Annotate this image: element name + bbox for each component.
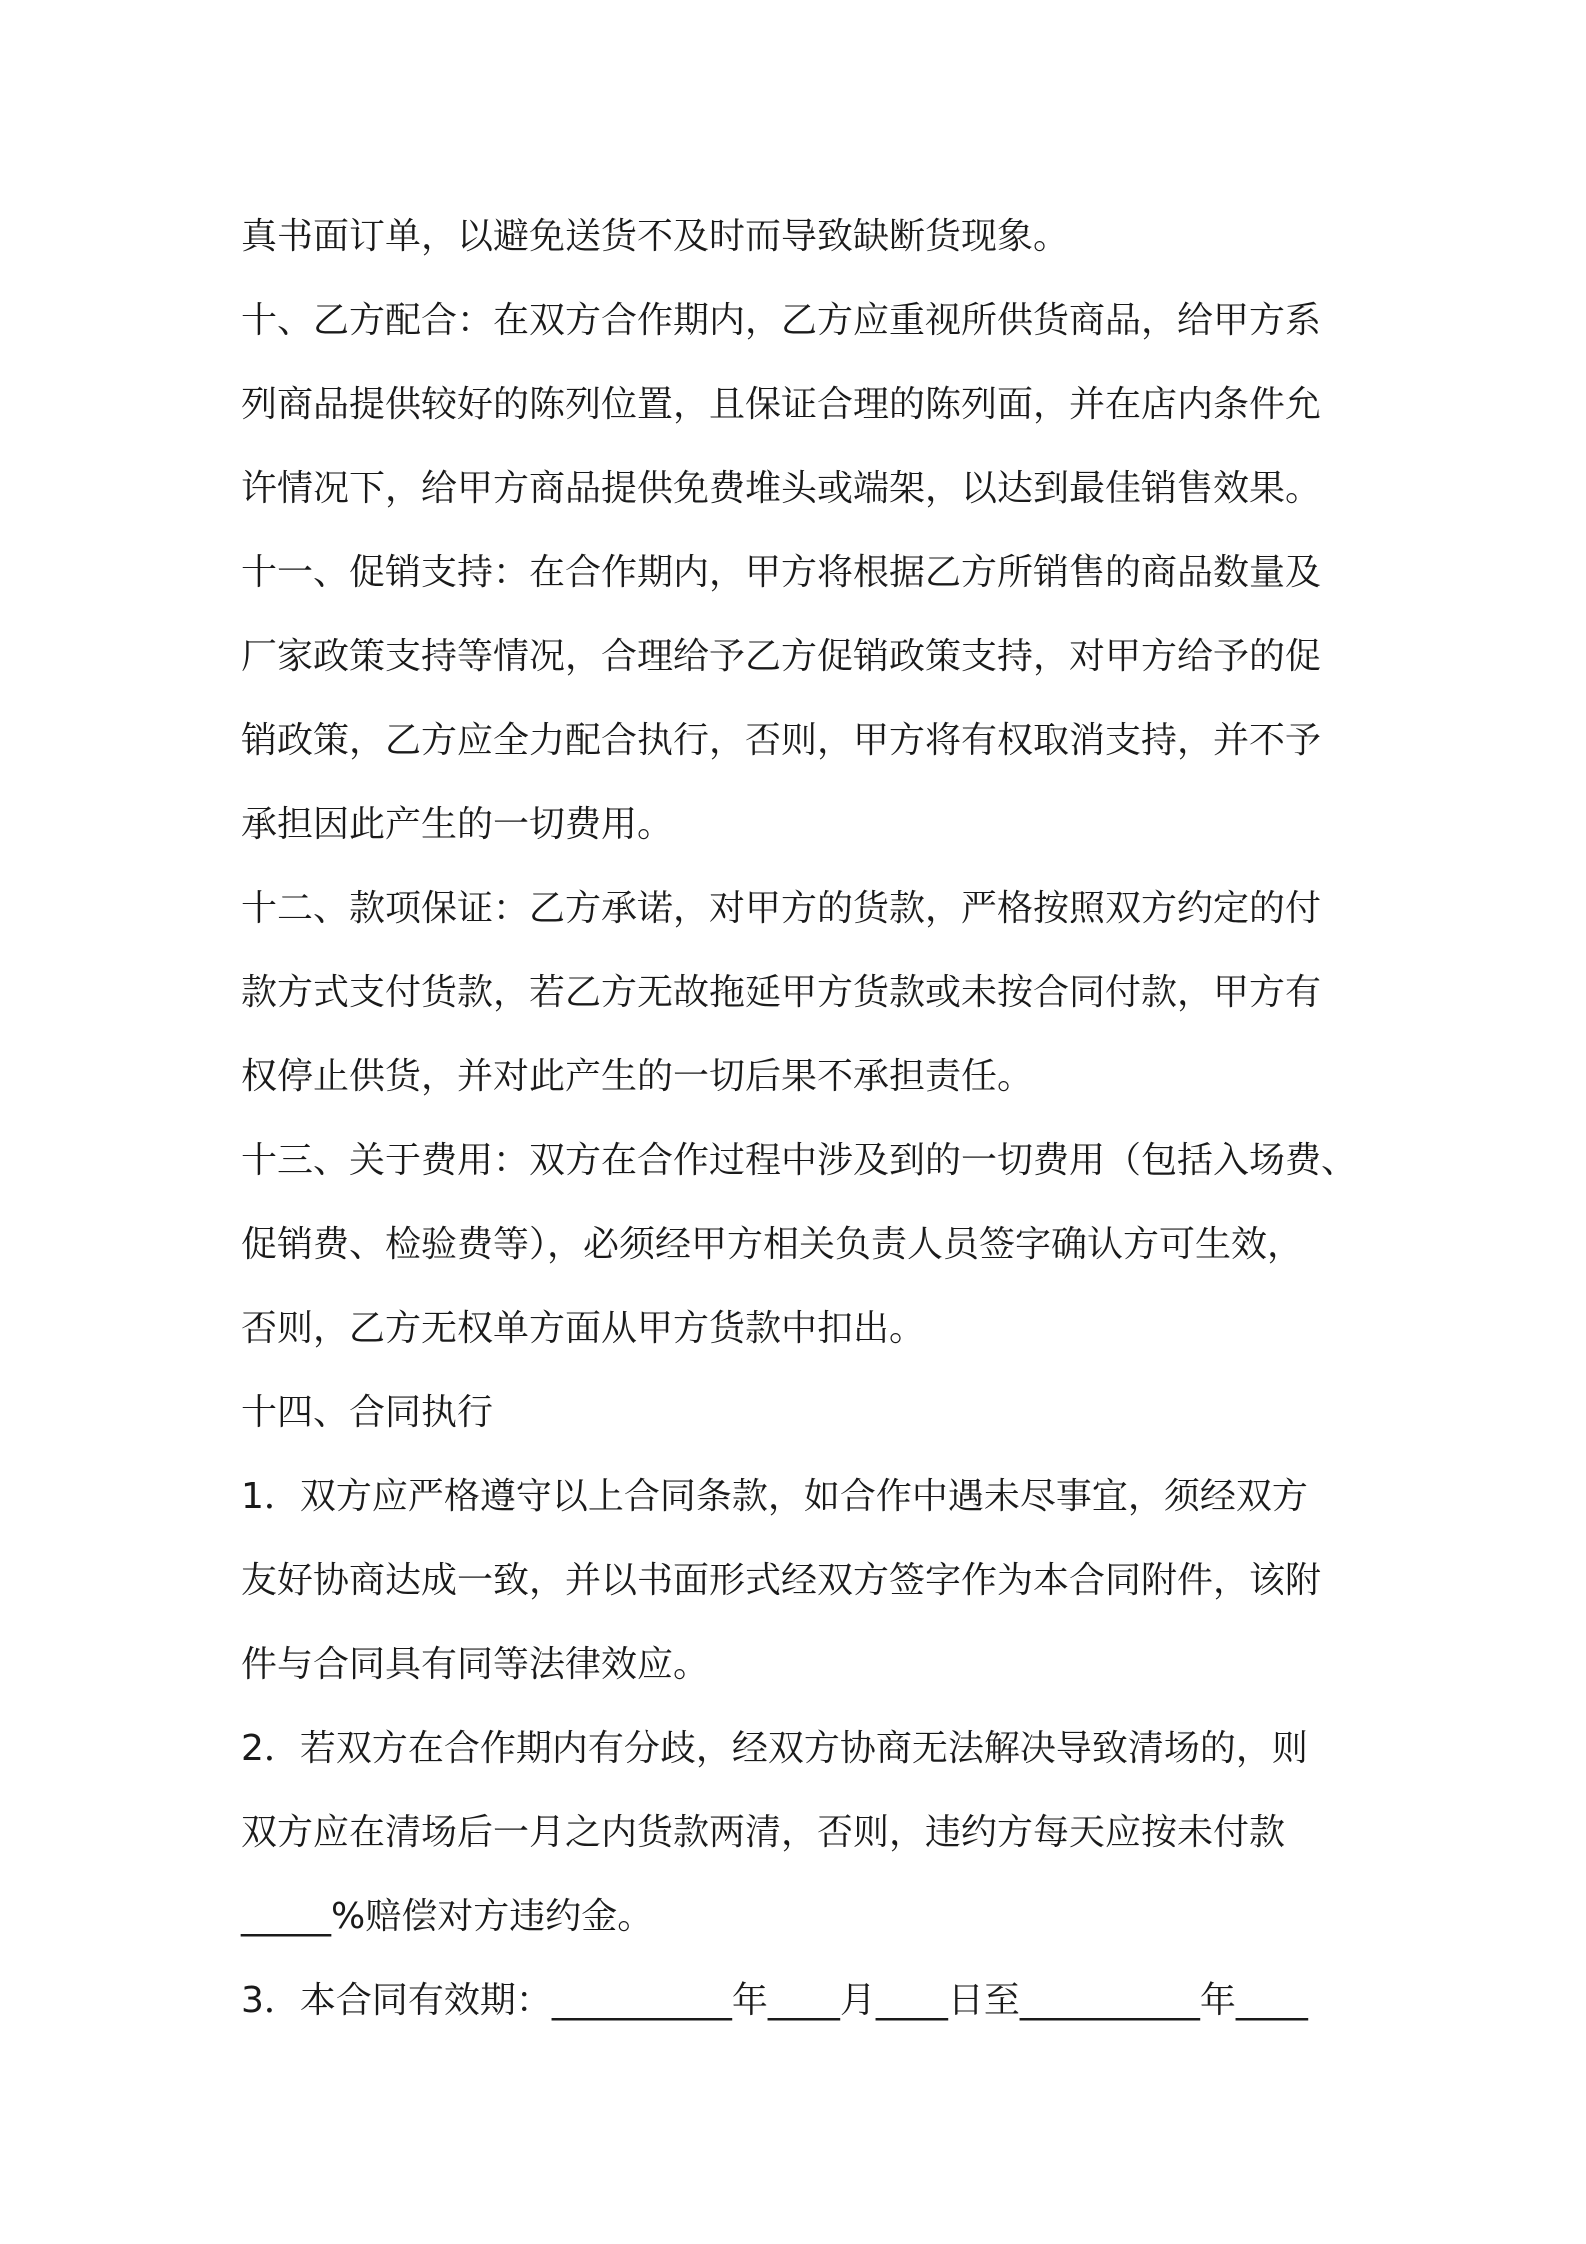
paragraph-clause-11-promotion-support (241, 531, 1361, 867)
paragraph-clause-14-item-1 (241, 1455, 1361, 1707)
paragraph-clause-13-fees (241, 1119, 1361, 1371)
text-line: 1．双方应严格遵守以上合同条款，如合作中遇未尽事宜，须经双方 (241, 1476, 1308, 1517)
text-line: 双方应在清场后一月之内货款两清，否则，违约方每天应按未付款 (241, 1812, 1286, 1853)
text-line: 十一、促销支持：在合作期内，甲方将根据乙方所销售的商品数量及 (241, 552, 1322, 593)
paragraph-clause-14-item-2 (241, 1707, 1361, 1959)
text-line: 3．本合同有效期：__________年____月____日至__________年____ (241, 1980, 1308, 2021)
text-line: 真书面订单，以避免送货不及时而导致缺断货现象。 (241, 216, 1070, 257)
text-line: 十二、款项保证：乙方承诺，对甲方的货款，严格按照双方约定的付 (241, 888, 1322, 929)
text-line: 件与合同具有同等法律效应。 (241, 1644, 710, 1685)
text-line: 权停止供货，并对此产生的一切后果不承担责任。 (241, 1056, 1034, 1097)
text-line: 列商品提供较好的陈列位置，且保证合理的陈列面，并在店内条件允 (241, 384, 1322, 425)
paragraph-clause-12-payment-guarantee (241, 867, 1361, 1119)
paragraph-continuation (241, 195, 1361, 279)
text-line: 否则，乙方无权单方面从甲方货款中扣出。 (241, 1308, 926, 1349)
text-line: 十三、关于费用：双方在合作过程中涉及到的一切费用（包括入场费、 (241, 1140, 1358, 1181)
text-line: 承担因此产生的一切费用。 (241, 804, 674, 845)
document-body (241, 195, 1361, 2043)
paragraph-clause-14-item-3 (241, 1959, 1361, 2043)
text-line: 十四、合同执行 (241, 1392, 494, 1433)
text-line: 促销费、检验费等），必须经甲方相关负责人员签字确认方可生效， (241, 1224, 1304, 1265)
text-line: 2．若双方在合作期内有分歧，经双方协商无法解决导致清场的，则 (241, 1728, 1308, 1769)
text-line: 款方式支付货款，若乙方无故拖延甲方货款或未按合同付款，甲方有 (241, 972, 1322, 1013)
text-line: 友好协商达成一致，并以书面形式经双方签字作为本合同附件，该附 (241, 1560, 1322, 1601)
text-line: _____%赔偿对方违约金。 (241, 1896, 654, 1937)
text-line: 十、乙方配合：在双方合作期内，乙方应重视所供货商品，给甲方系 (241, 300, 1322, 341)
paragraph-clause-10-supplier-cooperation (241, 279, 1361, 531)
heading-clause-14-contract-execution (241, 1371, 1361, 1455)
text-line: 厂家政策支持等情况，合理给予乙方促销政策支持，对甲方给予的促 (241, 636, 1322, 677)
text-line: 销政策，乙方应全力配合执行，否则，甲方将有权取消支持，并不予 (241, 720, 1322, 761)
text-line: 许情况下，给甲方商品提供免费堆头或端架，以达到最佳销售效果。 (241, 468, 1322, 509)
